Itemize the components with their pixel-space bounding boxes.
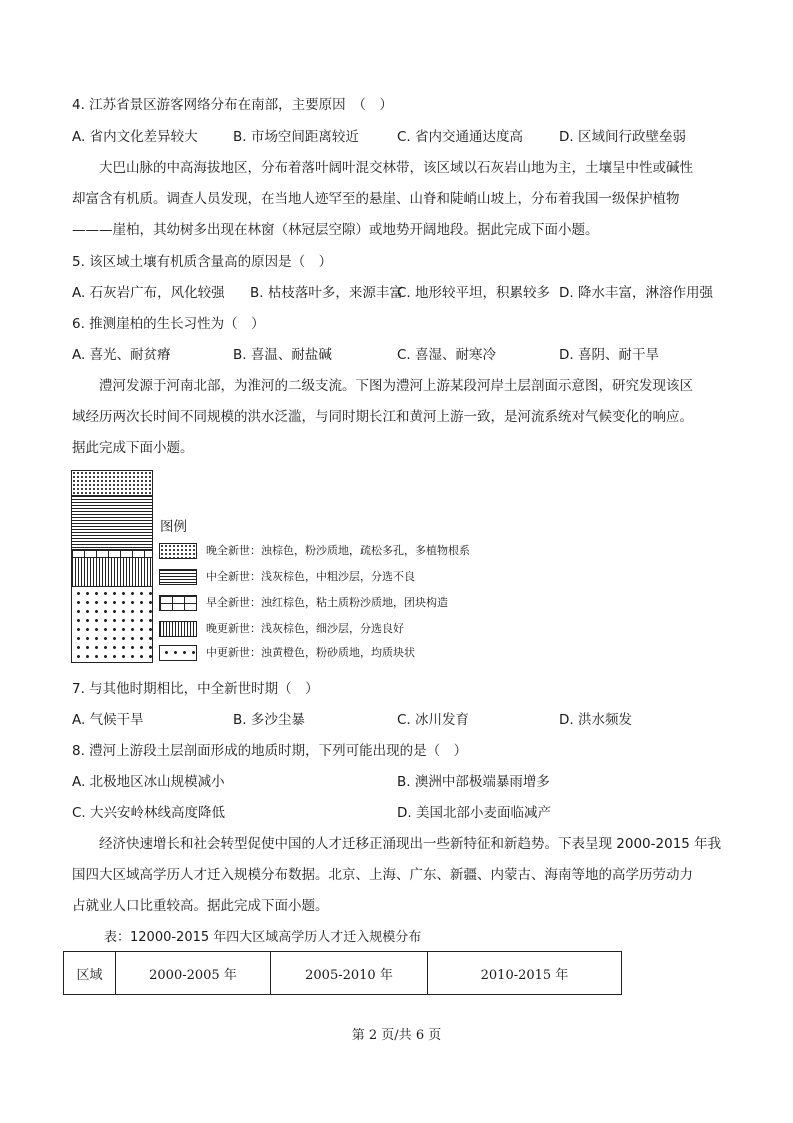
passage-2-line-3: 据此完成下面小题。 xyxy=(72,440,194,456)
passage-2-line-2: 域经历两次长时间不同规模的洪水泛滥，与同时期长江和黄河上游一致，是河流系统对气候变化的响应。 xyxy=(72,409,693,425)
passage-1-line-1: 大巴山脉的中高海拔地区，分布着落叶阔叶混交林带，该区域以石灰岩山地为主，土壤呈中性或碱性 xyxy=(99,160,693,176)
q8-option-b: B. 澳洲中部极端暴雨增多 xyxy=(397,774,550,790)
q4-option-a: A. 省内文化差异较大 xyxy=(72,129,198,145)
legend-swatch-late-pleistocene xyxy=(159,621,197,637)
table-header-region: 区域 xyxy=(64,952,116,995)
passage-3-line-1: 经济快速增长和社会转型促使中国的人才迁移正涌现出一些新特征和新趋势。下表呈现 2000-2015 年我 xyxy=(99,836,722,852)
q7-option-b: B. 多沙尘暴 xyxy=(233,712,305,728)
q8-option-a: A. 北极地区冰山规模减小 xyxy=(72,774,225,790)
legend-swatch-early-holocene xyxy=(159,595,197,611)
q6-option-b: B. 喜温、耐盐碱 xyxy=(233,347,332,363)
q4-option-c: C. 省内交通通达度高 xyxy=(397,129,524,145)
q8-option-d: D. 美国北部小麦面临减产 xyxy=(397,805,551,821)
passage-3-line-3: 占就业人口比重较高。据此完成下面小题。 xyxy=(72,898,329,914)
question-7-stem: 7. 与其他时期相比，中全新世时期（ ） xyxy=(72,681,319,697)
table-header-row xyxy=(64,952,622,995)
column-layer-late-pleistocene xyxy=(71,557,153,587)
q6-option-c: C. 喜湿、耐寒冷 xyxy=(397,347,497,363)
column-layer-mid-holocene xyxy=(71,495,153,550)
legend-label-mid-pleistocene: 中更新世：浊黄橙色，粉砂质地，均质块状 xyxy=(206,646,415,659)
passage-3-line-2: 国四大区域高学历人才迁入规模分布数据。北京、上海、广东、新疆、内蒙古、海南等地的高学历劳动力 xyxy=(72,867,693,883)
table-header-period-2: 2005-2010 年 xyxy=(271,952,428,995)
table-header-period-3: 2010-2015 年 xyxy=(428,952,622,995)
column-layer-late-holocene xyxy=(71,470,153,496)
legend-swatch-late-holocene xyxy=(159,543,197,559)
table-header-period-1: 2000-2005 年 xyxy=(116,952,271,995)
question-4-stem: 4. 江苏省景区游客网络分布在南部，主要原因 （ ） xyxy=(72,97,393,113)
legend-label-late-pleistocene: 晚更新世：浅灰棕色，细沙层，分选良好 xyxy=(206,622,404,635)
page-footer: 第 2 页/共 6 页 xyxy=(351,1028,442,1043)
q4-option-b: B. 市场空间距离较近 xyxy=(233,129,359,145)
legend-label-late-holocene: 晚全新世：浊棕色，粉沙质地，疏松多孔，多植物根系 xyxy=(206,544,470,557)
q8-option-c: C. 大兴安岭林线高度降低 xyxy=(72,805,226,821)
q5-option-a: A. 石灰岩广布，风化较强 xyxy=(72,285,225,301)
legend-swatch-mid-holocene xyxy=(159,569,197,585)
question-6-stem: 6. 推测崖柏的生长习性为（ ） xyxy=(72,316,265,332)
column-layer-mid-pleistocene xyxy=(71,586,153,663)
table-caption: 表：12000-2015 年四大区域高学历人才迁入规模分布 xyxy=(104,930,422,945)
legend-label-early-holocene: 早全新世：浊红棕色，粘土质粉沙质地，团块构造 xyxy=(206,596,448,609)
q6-option-a: A. 喜光、耐贫瘠 xyxy=(72,347,171,363)
legend-title: 图例 xyxy=(160,519,187,535)
legend-label-mid-holocene: 中全新世：浅灰棕色，中粗沙层，分选不良 xyxy=(206,570,415,583)
q4-option-d: D. 区域间行政壁垒弱 xyxy=(559,129,686,145)
q6-option-d: D. 喜阴、耐干旱 xyxy=(559,347,659,363)
passage-1-line-3: ———崖柏，其幼树多出现在林窗（林冠层空隙）或地势开阔地段。据此完成下面小题。 xyxy=(72,222,599,238)
passage-2-line-1: 澧河发源于河南北部，为淮河的二级支流。下图为澧河上游某段河岸土层剖面示意图，研究发现该区 xyxy=(99,378,693,394)
q7-option-d: D. 洪水频发 xyxy=(559,712,632,728)
data-table xyxy=(63,951,622,995)
q7-option-a: A. 气候干旱 xyxy=(72,712,144,728)
q5-option-b: B. 枯枝落叶多，来源丰富 xyxy=(250,285,403,301)
legend-swatch-mid-pleistocene xyxy=(159,645,197,661)
question-8-stem: 8. 澧河上游段土层剖面形成的地质时期，下列可能出现的是（ ） xyxy=(72,743,468,759)
passage-1-line-2: 却富含有机质。调查人员发现，在当地人迹罕至的悬崖、山脊和陡峭山坡上，分布着我国一级保护植物 xyxy=(72,191,680,207)
q7-option-c: C. 冰川发育 xyxy=(397,712,470,728)
question-5-stem: 5. 该区域土壤有机质含量高的原因是（ ） xyxy=(72,254,333,270)
q5-option-c: C. 地形较平坦，积累较多 xyxy=(397,285,551,301)
q5-option-d: D. 降水丰富，淋溶作用强 xyxy=(559,285,713,301)
